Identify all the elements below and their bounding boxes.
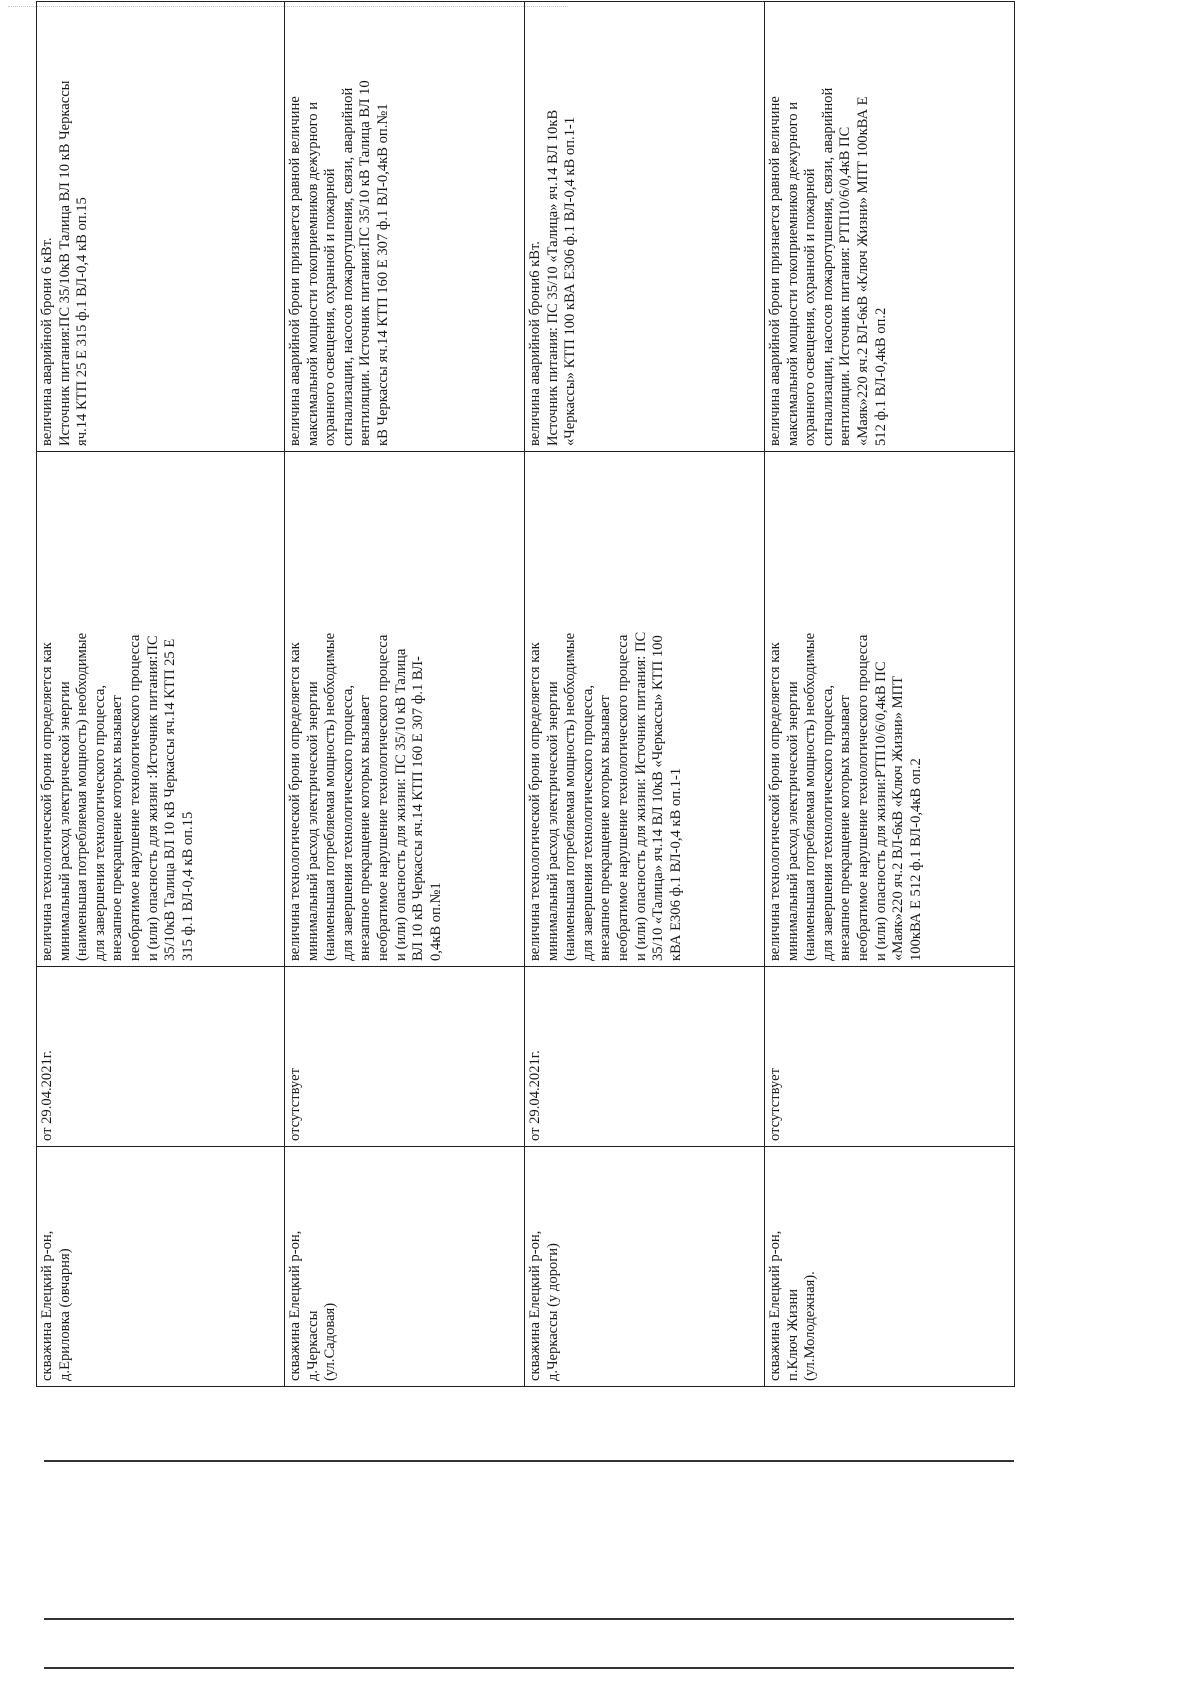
cell-tech-reserve: величина технологической брони определяется как минимальный расход электрической энергии (наименьшая потребляемая мощность) необходимые для завершения технологического процесса, внезапное прекращение которых вызывает необратимое нарушение технологического процесса и (или) опасность для жизни :Источник питания:ПС 35/10кВ Талица ВЛ 10 кВ Черкассы яч.14 КТП 25 Е 315 ф.1 ВЛ-0,4 кВ оп.15 [37, 452, 285, 967]
ruled-line [44, 1460, 1014, 1462]
cell-emergency-reserve: величина аварийной брони признается равной величине максимальной мощности токоприемников дежурного и охранного освещения, охранной и пожарной сигнализации, насосов пожаротушения, связи, аварийной вентиляции. Источник питания:ПС 35/10 кВ Талица ВЛ 10 кВ Черкассы яч.14 КТП 160 Е 307 ф.1 ВЛ-0,4кВ оп.№1 [285, 2, 525, 452]
cell-status: отсутствует [765, 967, 1015, 1147]
cell-object: скважина Елецкий р-он, д.Ериловка (овчарня) [37, 1147, 285, 1387]
cell-tech-reserve: величина технологической брони определяется как минимальный расход электрической энергии (наименьшая потребляемая мощность) необходимые для завершения технологического процесса, внезапное прекращение которых вызывает необратимое нарушение технологического процесса и (или) опасность для жизни:РТП10/6/0,4кВ ПС «Маяк»220 яч.2 ВЛ-6кВ «Ключ Жизни» МПТ 100кВА Е 512 ф.1 ВЛ-0,4кВ оп.2 [765, 452, 1015, 967]
cell-status: отсутствует [285, 967, 525, 1147]
table-row [285, 2, 525, 1387]
cell-status: от 29.04.2021г. [37, 967, 285, 1147]
cell-tech-reserve: величина технологической брони определяется как минимальный расход электрической энергии (наименьшая потребляемая мощность) необходимые для завершения технологического процесса, внезапное прекращение которых вызывает необратимое нарушение технологического процесса и (или) опасность для жизни: Источник питания: ПС 35/10 «Талица» яч.14 ВЛ 10кВ «Черкассы» КТП 100 кВА Е306 ф.1 ВЛ-0,4 кВ оп.1-1 [525, 452, 765, 967]
table-row [765, 2, 1015, 1387]
cell-emergency-reserve: величина аварийной брони6 кВт. Источник питания: ПС 35/10 «Талица» яч.14 ВЛ 10кВ «Черкассы» КТП 100 кВА Е306 ф.1 ВЛ-0,4 кВ оп.1-1 [525, 2, 765, 452]
ruled-line [44, 1618, 1014, 1620]
table-row [37, 2, 285, 1387]
cell-object: скважина Елецкий р-он, д.Черкассы (у дороги) [525, 1147, 765, 1387]
table-row [525, 2, 765, 1387]
cell-object: скважина Елецкий р-он, д.Черкассы (ул.Садовая) [285, 1147, 525, 1387]
cell-emergency-reserve: величина аварийной брони признается равной величине максимальной мощности токоприемников дежурного и охранного освещения, охранной и пожарной сигнализации, насосов пожаротушения, связи, аварийной вентиляции. Источник питания: РТП10/6/0,4кВ ПС «Маяк»220 яч.2 ВЛ-6кВ «Ключ Жизни» МПТ 100кВА Е 512 ф.1 ВЛ-0,4кВ оп.2 [765, 2, 1015, 452]
ruled-line [44, 1667, 1014, 1669]
cell-tech-reserve: величина технологической брони определяется как минимальный расход электрической энергии (наименьшая потребляемая мощность) необходимые для завершения технологического процесса, внезапное прекращение которых вызывает необратимое нарушение технологического процесса и (или) опасность для жизни: ПС 35/10 кВ Талица ВЛ 10 кВ Черкассы яч.14 КТП 160 Е 307 ф.1 ВЛ- 0,4кВ оп.№1 [285, 452, 525, 967]
cell-status: от 29.04.2021г. [525, 967, 765, 1147]
cell-emergency-reserve: величина аварийной брони 6 кВт. Источник питания:ПС 35/10кВ Талица ВЛ 10 кВ Черкассы яч.14 КТП 25 Е 315 ф.1 ВЛ-0,4 кВ оп.15 [37, 2, 285, 452]
cell-object: скважина Елецкий р-он, п.Ключ Жизни (ул.Молодежная). [765, 1147, 1015, 1387]
reserve-table [36, 1, 1015, 1387]
